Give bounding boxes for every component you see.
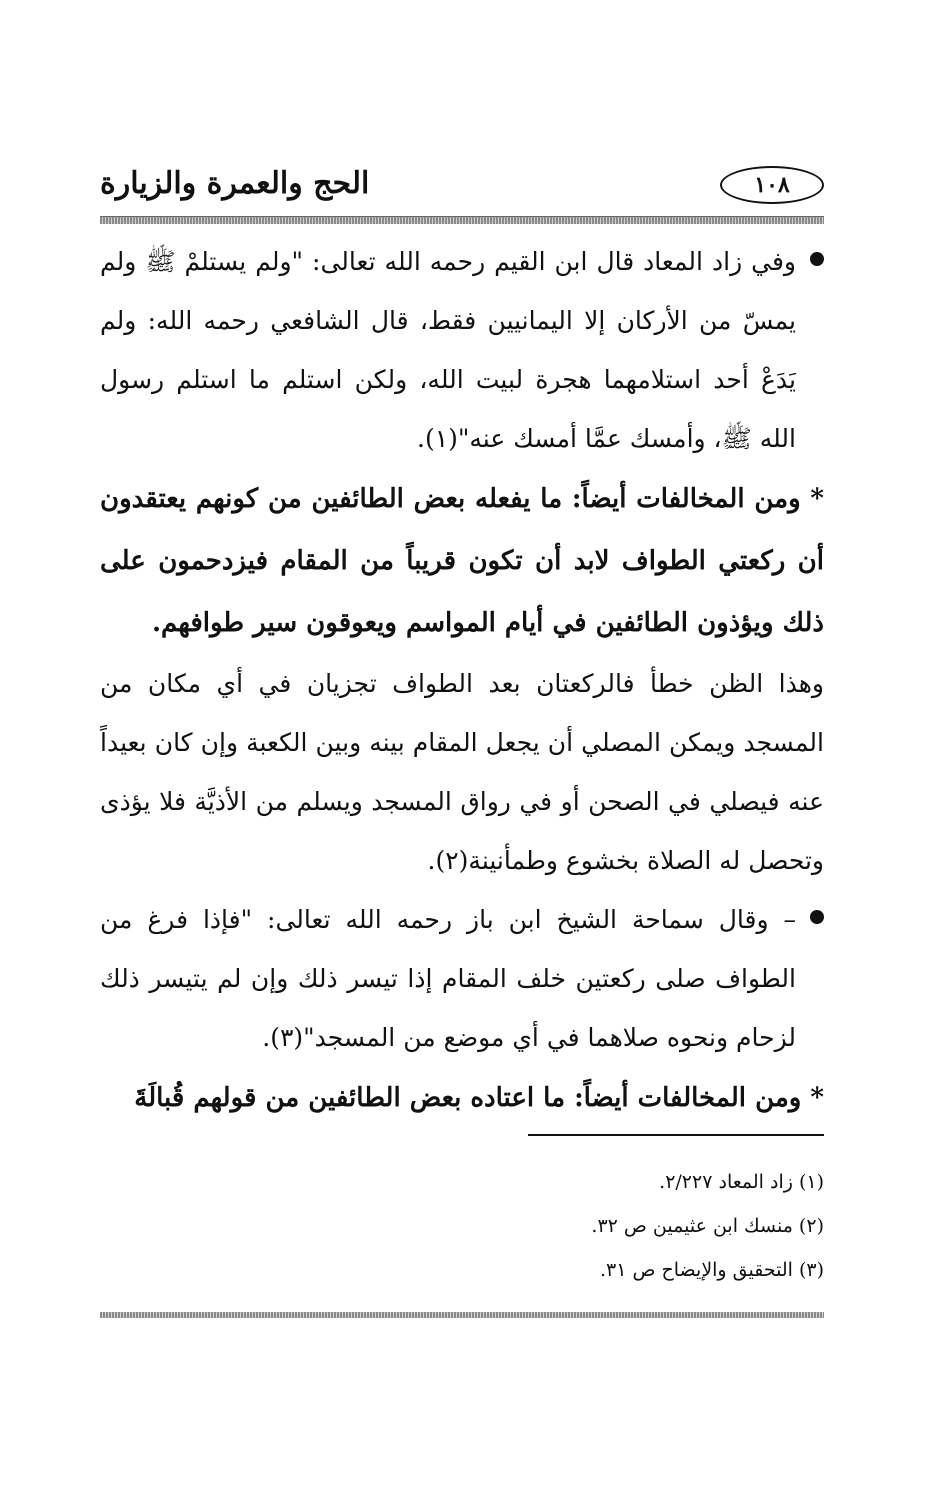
page-number: ١٠٨ bbox=[720, 166, 824, 204]
paragraph-text: – وقال سماحة الشيخ ابن باز رحمه الله تعالى: "فإذا فرغ من الطواف صلى ركعتين خلف المقام إذا تيسر ذلك وإن لم يتيسر ذلك لزحام ونحوه صلاهما في أي موضع من المسجد"(٣). bbox=[100, 905, 796, 1052]
page-header bbox=[100, 160, 824, 216]
paragraph-violation-2: * ومن المخالفات أيضاً: ما اعتاده بعض الطائفين من قولهم قُبالَةَ bbox=[134, 1083, 824, 1113]
footnote-divider bbox=[528, 1134, 824, 1136]
paragraph-text: وفي زاد المعاد قال ابن القيم رحمه الله تعالى: "ولم يستلمْ ﷺ ولم يمسّ من الأركان إلا اليمانيين فقط، قال الشافعي رحمه الله: ولم يَدَعْ أحد استلامهما هجرة لبيت الله، ولكن استلم ما استلم رسول الله ﷺ، وأمسك عمَّا أمسك عنه"(١). bbox=[100, 247, 796, 453]
paragraph-violation-1: * ومن المخالفات أيضاً: ما يفعله بعض الطائفين من كونهم يعتقدون أن ركعتي الطواف لابد أن تكون قريباً من المقام فيزدحمون على ذلك ويؤذون الطائفين في أيام المواسم ويعوقون سير طوافهم. bbox=[100, 484, 824, 638]
footer-divider bbox=[100, 1312, 824, 1318]
page-body bbox=[100, 232, 824, 1129]
footnote-2: (٢) منسك ابن عثيمين ص ٣٢. bbox=[591, 1215, 824, 1237]
footnote-3: (٣) التحقيق والإيضاح ص ٣١. bbox=[599, 1259, 824, 1281]
footnote-1: (١) زاد المعاد ٢/٢٢٧. bbox=[659, 1171, 824, 1193]
bullet-icon bbox=[810, 910, 824, 924]
paragraph-ibn-baz bbox=[100, 890, 824, 1067]
bullet-icon bbox=[810, 252, 824, 266]
paragraph-zad-al-maad bbox=[100, 232, 824, 468]
header-divider bbox=[100, 216, 824, 224]
book-title: الحج والعمرة والزيارة bbox=[100, 166, 370, 201]
footnotes bbox=[100, 1160, 824, 1292]
paragraph-correction: وهذا الظن خطأ فالركعتان بعد الطواف تجزيان في أي مكان من المسجد ويمكن المصلي أن يجعل المقام بينه وبين الكعبة وإن كان بعيداً عنه فيصلي في الصحن أو في رواق المسجد ويسلم من الأذيَّة فلا يؤذى وتحصل له الصلاة بخشوع وطمأنينة(٢). bbox=[100, 669, 824, 875]
